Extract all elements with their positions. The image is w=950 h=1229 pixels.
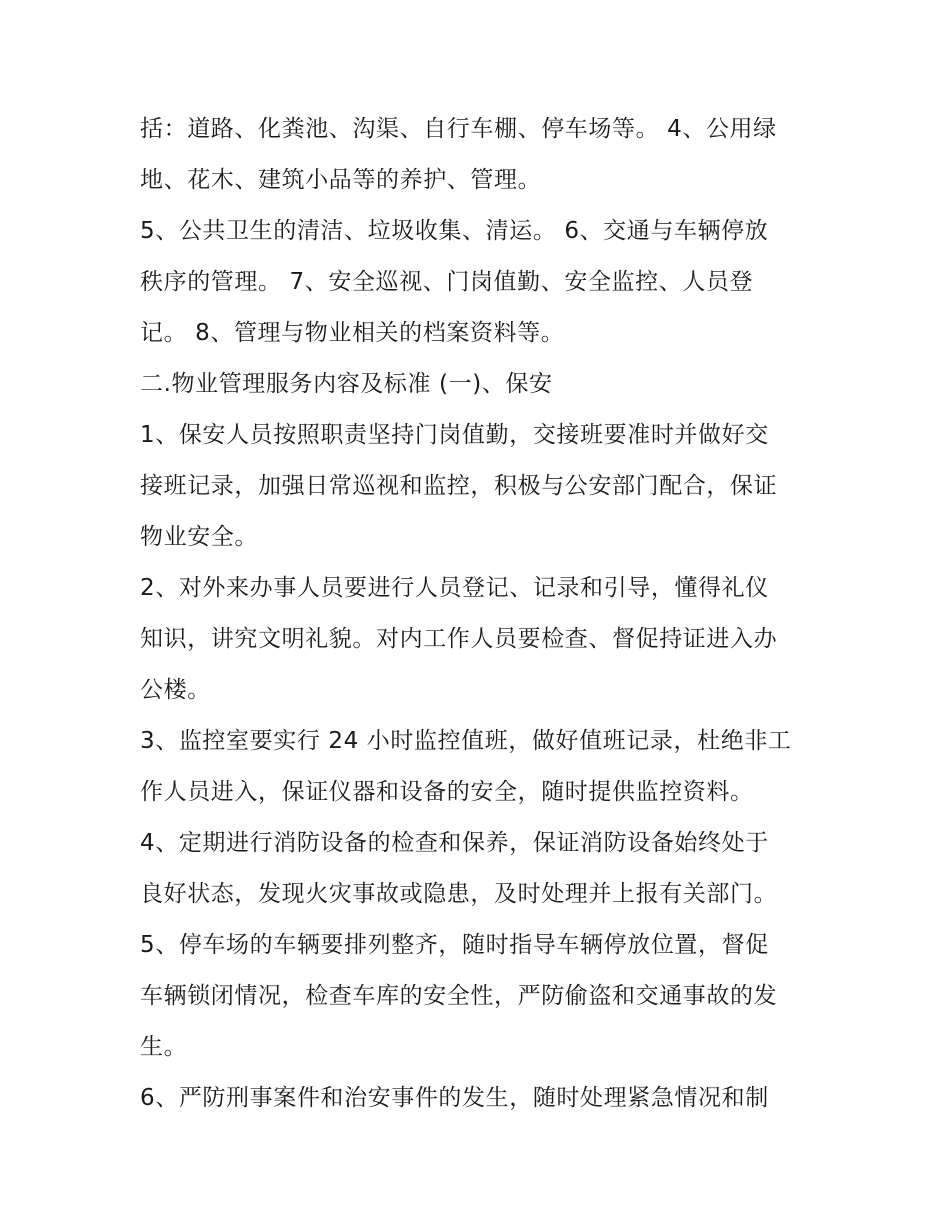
text-line: 5、公共卫生的清洁、垃圾收集、清运。 6、交通与车辆停放: [140, 218, 769, 244]
text-line: 生。: [140, 1034, 188, 1060]
text-line: 作人员进入，保证仪器和设备的安全，随时提供监控资料。: [140, 779, 754, 805]
text-line: 秩序的管理。 7、安全巡视、门岗值勤、安全监控、人员登: [140, 269, 754, 295]
document-body: [140, 104, 820, 1124]
text-line: 良好状态，发现火灾事故或隐患，及时处理并上报有关部门。: [140, 881, 778, 907]
text-line: 知识，讲究文明礼貌。对内工作人员要检查、督促持证进入办: [140, 626, 778, 652]
text-line: 4、定期进行消防设备的检查和保养，保证消防设备始终处于: [140, 830, 769, 856]
text-line: 6、严防刑事案件和治安事件的发生，随时处理紧急情况和制: [140, 1085, 769, 1111]
text-line: 物业安全。: [140, 524, 258, 550]
text-line: 3、监控室要实行 24 小时监控值班，做好值班记录，杜绝非工: [140, 728, 792, 754]
text-line: 公楼。: [140, 677, 211, 703]
text-line: 5、停车场的车辆要排列整齐，随时指导车辆停放位置，督促: [140, 932, 769, 958]
section-heading: 二.物业管理服务内容及标准 (一)、保安: [140, 371, 553, 397]
text-line: 接班记录，加强日常巡视和监控，积极与公安部门配合，保证: [140, 473, 778, 499]
text-line: 括：道路、化粪池、沟渠、自行车棚、停车场等。 4、公用绿: [140, 116, 777, 142]
text-line: 地、花木、建筑小品等的养护、管理。: [140, 167, 542, 193]
text-line: 记。 8、管理与物业相关的档案资料等。: [140, 320, 565, 346]
text-line: 1、保安人员按照职责坚持门岗值勤，交接班要准时并做好交: [140, 422, 769, 448]
text-line: 2、对外来办事人员要进行人员登记、记录和引导，懂得礼仪: [140, 575, 769, 601]
text-line: 车辆锁闭情况，检查车库的安全性，严防偷盗和交通事故的发: [140, 983, 778, 1009]
